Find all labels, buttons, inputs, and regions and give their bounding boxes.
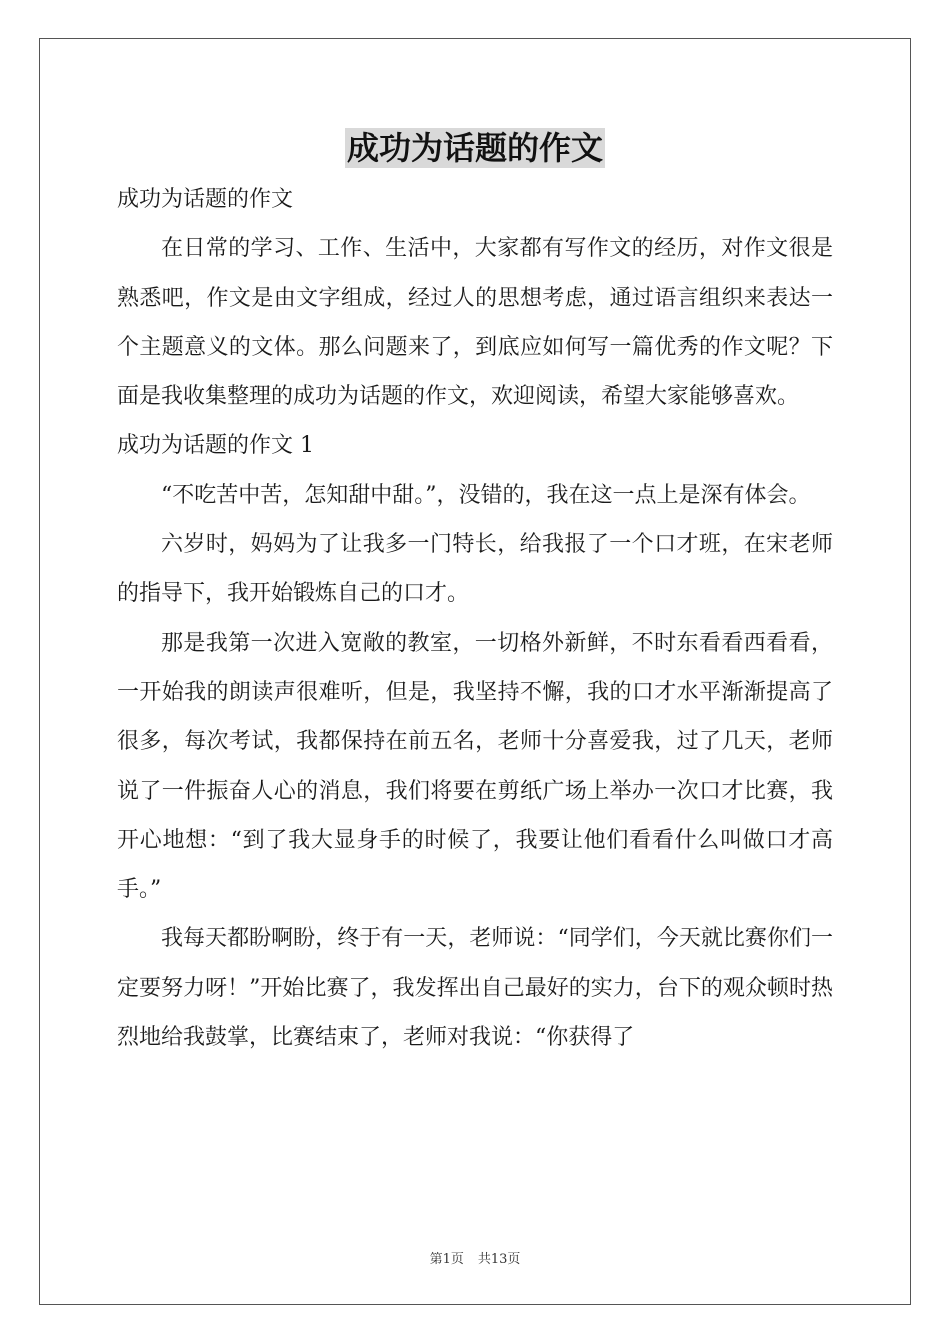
section-heading: 成功为话题的作文 1 — [117, 433, 314, 459]
body-paragraph: 那是我第一次进入宽敞的教室，一切格外新鲜，不时东看看西看看，一开始我的朗读声很难听，但是，我坚持不懈，我的口才水平渐渐提高了很多，每次考试，我都保持在前五名，老师十分喜爱我，过了几天，老师说了一件振奋人心的消息，我们将要在剪纸广场上举办一次口才比赛，我开心地想：“到了我大显身手的时候了，我要让他们看看什么叫做口才高手。” — [117, 630, 833, 903]
subtitle: 成功为话题的作文 — [117, 187, 294, 212]
intro-paragraph: 在日常的学习、工作、生活中，大家都有写作文的经历，对作文很是熟悉吧，作文是由文字组成，经过人的思想考虑，通过语言组织来表达一个主题意义的文体。那么问题来了，到底应如何写一篇优秀的作文呢？下面是我收集整理的成功为话题的作文，欢迎阅读，希望大家能够喜欢。 — [117, 236, 833, 410]
page-number: 第1页 — [429, 1252, 464, 1267]
document-body — [117, 175, 833, 1062]
body-paragraph: 我每天都盼啊盼，终于有一天，老师说：“同学们，今天就比赛你们一定要努力呀！”开始比赛了，我发挥出自己最好的实力，台下的观众顿时热烈地给我鼓掌，比赛结束了，老师对我说：“你获得了 — [117, 926, 833, 1051]
page-total: 共13页 — [477, 1252, 521, 1267]
body-paragraph: “不吃苦中苦，怎知甜中甜。”，没错的，我在这一点上是深有体会。 — [161, 482, 811, 508]
title-container — [0, 128, 950, 168]
document-title: 成功为话题的作文 — [346, 129, 603, 167]
body-paragraph: 六岁时，妈妈为了让我多一门特长，给我报了一个口才班，在宋老师的指导下，我开始锻炼自己的口才。 — [117, 532, 833, 607]
page-footer — [0, 1248, 950, 1267]
